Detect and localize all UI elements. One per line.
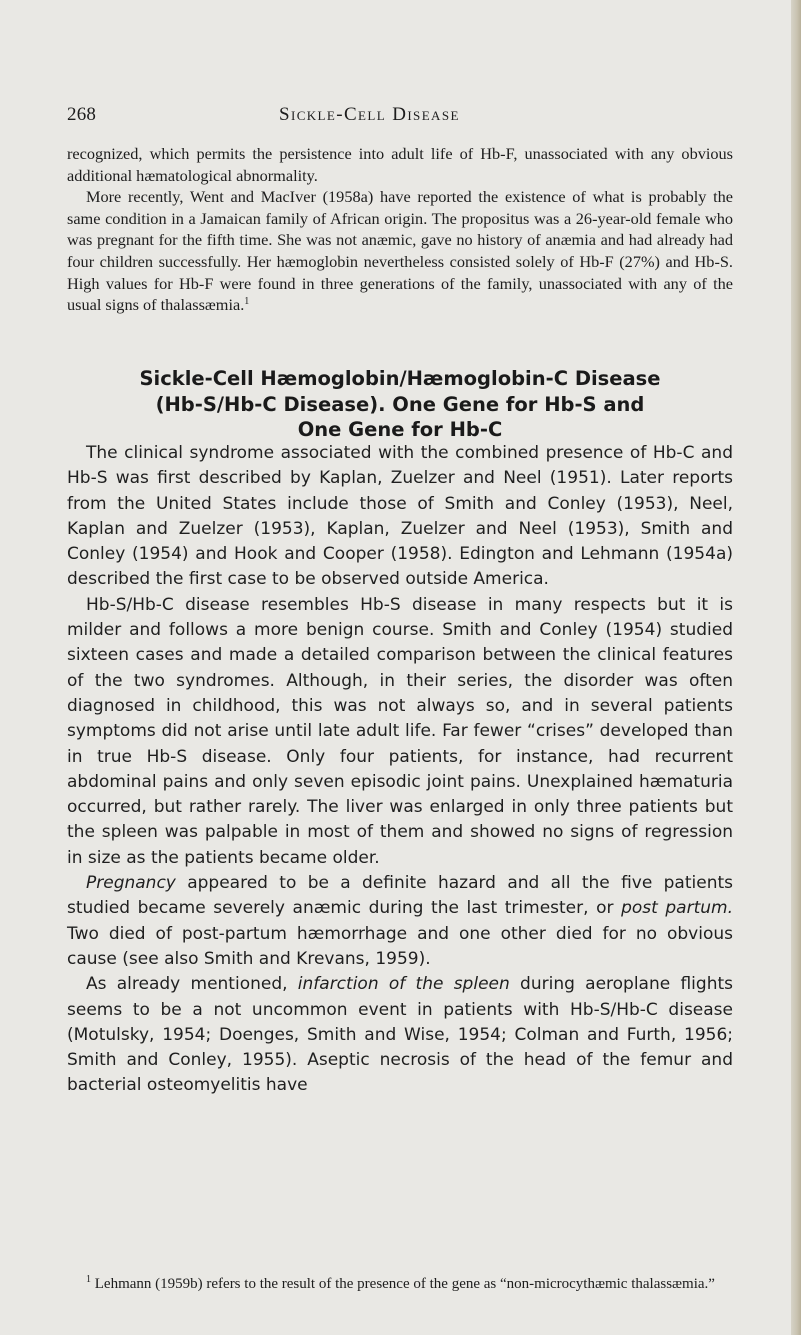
- footnote-paragraph: [67, 1275, 733, 1294]
- lead-paragraph-2-text: More recently, Went and MacIver (1958a) have reported the existence of what is probably the same condition in a Jamaican family of African origin. The propositus was a 26-year-old female who was pregnant for the fifth time. She was not anæmic, gave no history of anæmia and had already had four children successfully. Her hæmoglobin nevertheless consisted solely of Hb-F (27%) and Hb-S. High values for Hb-F were found in three generations of the family, unassociated with any of the usual signs of thalassæmia.: [67, 187, 733, 315]
- lead-paragraph-2: [67, 186, 733, 316]
- section-heading-line-2: (Hb-S/Hb-C Disease). One Gene for Hb-S and: [155, 392, 645, 416]
- footnote-reference: 1: [244, 296, 250, 308]
- page-edge-shadow: [791, 0, 801, 1335]
- running-title: Sickle-Cell Disease: [279, 104, 460, 125]
- body-paragraph-3-text-a: appeared to be a definite hazard and all the five patients studied became severely anæmic during the last trimester, or: [67, 873, 733, 919]
- body-paragraph-1: The clinical syndrome associated with the combined presence of Hb-C and Hb-S was first described by Kaplan, Zuelzer and Neel (1951). Later reports from the United States include those of Smith and Conley (1953), Neel, Kaplan and Zuelzer (1953), Kaplan, Zuelzer and Neel (1953), Smith and Conley (1954) and Hook and Cooper (1958). Edington and Lehmann (1954a) described the first case to be observed outside America.: [67, 443, 733, 590]
- footnote: [67, 1275, 733, 1294]
- body-paragraph-4: [67, 972, 733, 1098]
- footnote-mark: 1: [86, 1274, 91, 1285]
- lead-paragraph-1-text: recognized, which permits the persistence into adult life of Hb-F, unassociated with any obvious additional hæmatological abnormality.: [67, 144, 733, 185]
- lead-paragraph-1: [67, 143, 733, 186]
- page-number: 268: [67, 104, 97, 125]
- body-text: [67, 441, 733, 1099]
- body-paragraph-2: Hb-S/Hb-C disease resembles Hb-S disease in many respects but it is milder and follows a more benign course. Smith and Conley (1954) studied sixteen cases and made a detailed comparison between the clinical features of the two syndromes. Although, in their series, the disorder was often diagnosed in childhood, this was not always so, and in several patients symptoms did not arise until late adult life. Far fewer “crises” developed than in true Hb-S disease. Only four patients, for instance, had recurrent abdominal pains and only seven episodic joint pains. Unexplained hæmaturia occurred, but rather rarely. The liver was enlarged in only three patients but the spleen was palpable in most of them and showed no signs of regression in size as the patients became older.: [67, 594, 733, 868]
- body-paragraph-3: [67, 871, 733, 972]
- lead-text: [67, 143, 733, 316]
- body-paragraph-4-text-b: during aeroplane flights seems to be a not uncommon event in patients with Hb-S/Hb-C disease (Motulsky, 1954; Doenges, Smith and Wise, 1954; Colman and Furth, 1956; Smith and Conley, 1955). Aseptic necrosis of the head of the femur and bacterial osteomyelitis have: [67, 974, 733, 1096]
- italic-infarction: infarction of the spleen: [297, 974, 510, 995]
- body-paragraph-4-text-a: As already mentioned,: [86, 974, 298, 995]
- italic-post-partum: post partum.: [621, 898, 733, 919]
- section-heading: [67, 366, 733, 443]
- body-paragraph-3-text-b: Two died of post-partum hæmorrhage and one other died for no obvious cause (see also Smith and Krevans, 1959).: [67, 923, 733, 969]
- section-heading-line-1: Sickle-Cell Hæmoglobin/Hæmoglobin-C Disease: [139, 367, 661, 390]
- italic-pregnancy: Pregnancy: [86, 873, 176, 894]
- footnote-text: Lehmann (1959b) refers to the result of the presence of the gene as “non-microcythæmic thalassæmia.”: [91, 1276, 715, 1292]
- section-heading-line-3: One Gene for Hb-C: [297, 418, 503, 441]
